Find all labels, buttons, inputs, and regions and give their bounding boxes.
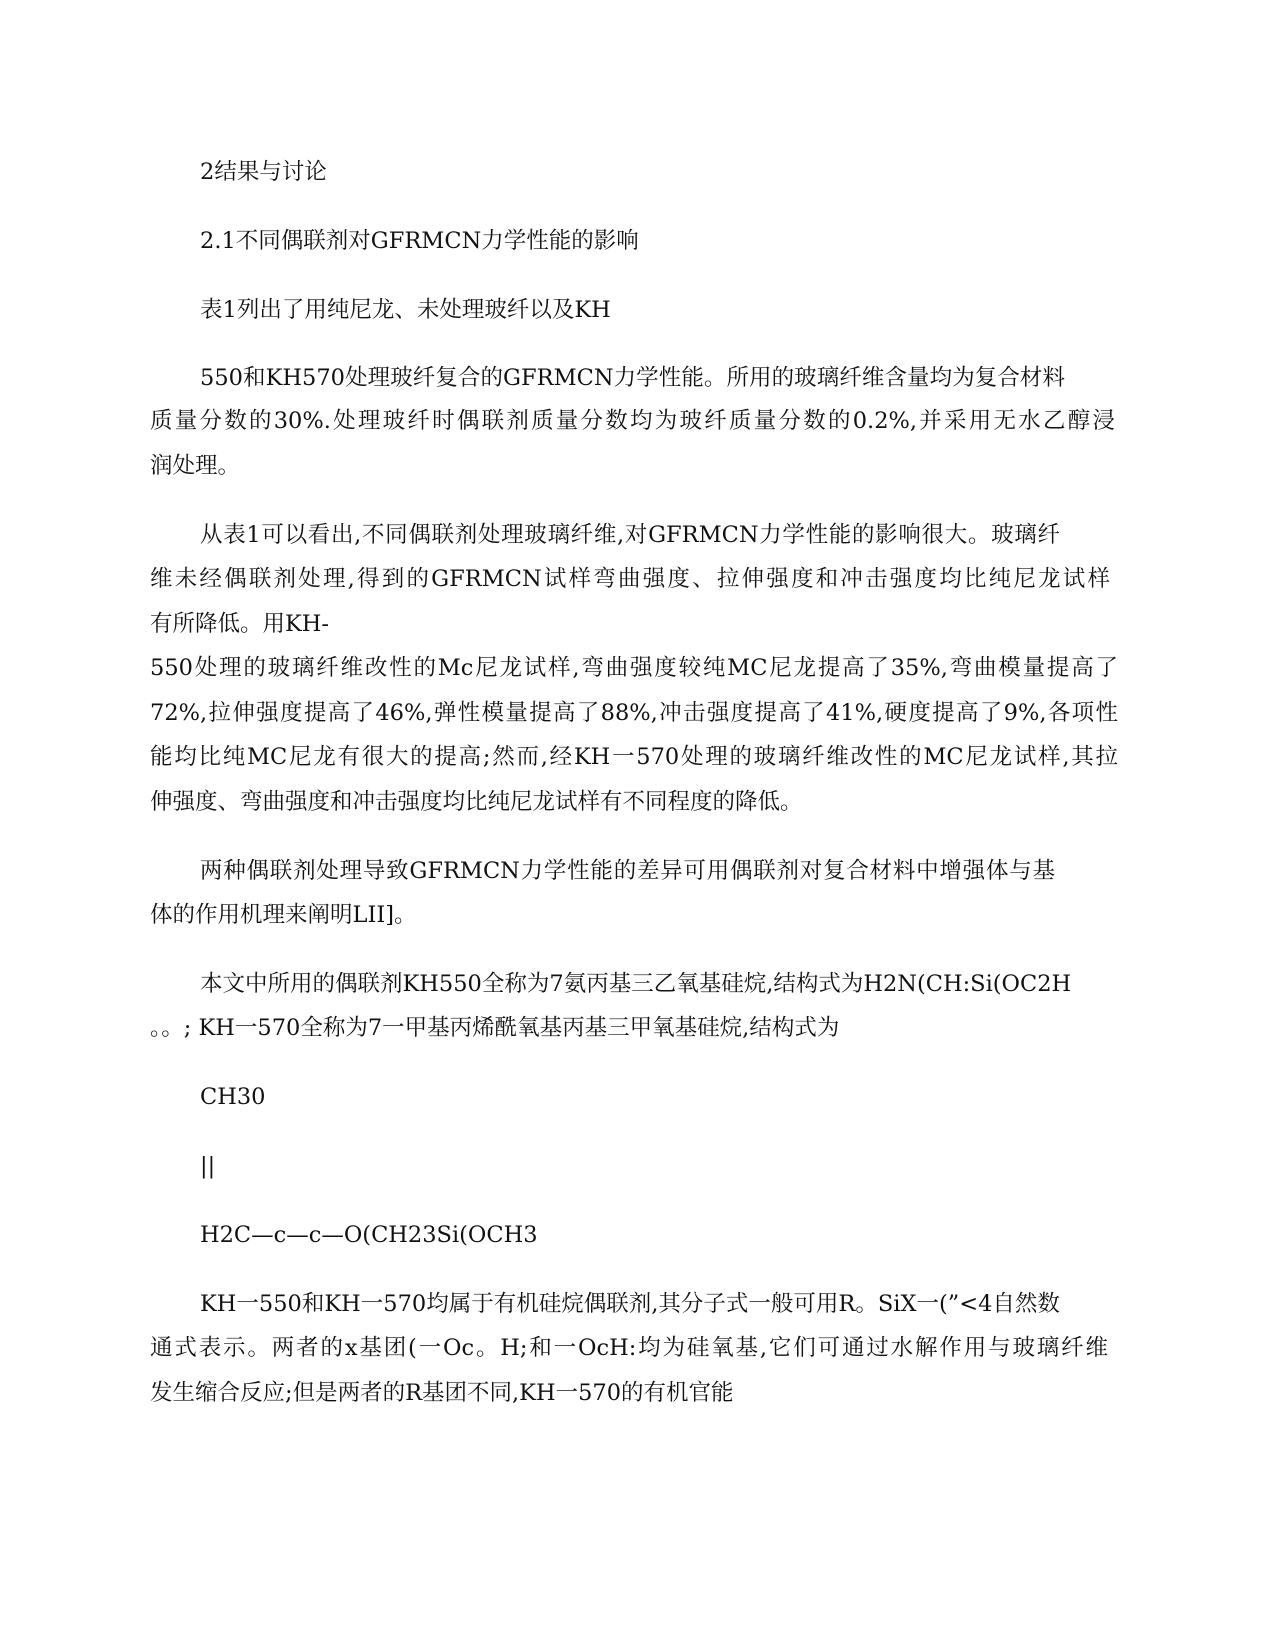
paragraph-line: 体的作用机理来阐明LII]。 [150,902,417,928]
paragraph-line: 能均比纯MC尼龙有很大的提高;然而,经KH一570处理的玻璃纤维改性的MC尼龙试样,其拉 [150,744,1118,770]
paragraph-line: 72%,拉伸强度提高了46%,弹性模量提高了88%,冲击强度提高了41%,硬度提高了9%,各项性 [150,700,1118,726]
paragraph-line: 有所降低。用KH- [150,611,330,637]
paragraph-line: 表1列出了用纯尼龙、未处理玻纤以及KH [200,297,611,323]
paragraph-line: 550和KH570处理玻纤复合的GFRMCN力学性能。所用的玻璃纤维含量均为复合材料 [200,365,1065,391]
paragraph-line: 550处理的玻璃纤维改性的Mc尼龙试样,弯曲强度较纯MC尼龙提高了35%,弯曲模量提高了 [150,655,1118,681]
paragraph-line: 通式表示。两者的x基团(一Oc。H;和一OcH:均为硅氧基,它们可通过水解作用与玻璃纤维 [150,1335,1108,1361]
section-heading: 2结果与讨论 [200,159,327,185]
formula-line: CH30 [200,1084,266,1110]
subsection-heading: 2.1不同偶联剂对GFRMCN力学性能的影响 [200,228,639,254]
paragraph-line: 质量分数的30%.处理玻纤时偶联剂质量分数均为玻纤质量分数的0.2%,并采用无水乙醇浸 [150,408,1115,434]
formula-line: || [200,1153,216,1179]
paragraph-line: 发生缩合反应;但是两者的R基团不同,KH一570的有机官能 [150,1380,734,1406]
paragraph-line: 本文中所用的偶联剂KH550全称为7氨丙基三乙氧基硅烷,结构式为H2N(CH:Si(OC2H [200,971,1072,997]
paragraph-line: KH一550和KH一570均属于有机硅烷偶联剂,其分子式一般可用R。SiX一(”<4自然数 [200,1291,1060,1317]
formula-line: H2C—c—c—O(CH23Si(OCH3 [200,1222,538,1248]
paragraph-line: 从表1可以看出,不同偶联剂处理玻璃纤维,对GFRMCN力学性能的影响很大。玻璃纤 [200,522,1060,548]
paragraph-line: 润处理。 [150,453,241,479]
paragraph-line: 维未经偶联剂处理,得到的GFRMCN试样弯曲强度、拉伸强度和冲击强度均比纯尼龙试样 [150,566,1110,592]
paragraph-line: 。。; KH一570全称为7一甲基丙烯酰氧基丙基三甲氧基硅烷,结构式为 [150,1015,840,1041]
paragraph-line: 伸强度、弯曲强度和冲击强度均比纯尼龙试样有不同程度的降低。 [150,789,803,815]
paragraph-line: 两种偶联剂处理导致GFRMCN力学性能的差异可用偶联剂对复合材料中增强体与基 [200,858,1055,884]
